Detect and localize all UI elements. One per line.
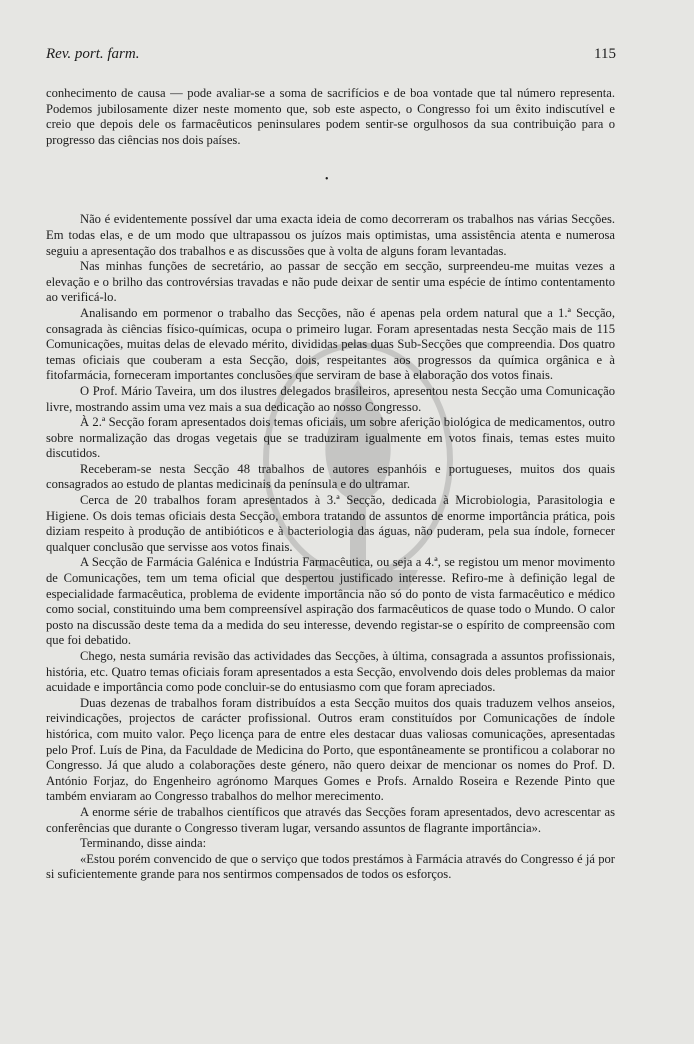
paragraph-quote: «Estou porém convencido de que o serviço que todos prestámos à Farmácia através do Congresso é já por si suficientemente grande para nos sentirmos compensados de todos os esforços.	[46, 851, 615, 882]
paragraph: Cerca de 20 trabalhos foram apresentados à 3.ª Secção, dedicada à Microbiologia, Parasitologia e Higiene. Os dois temas oficiais desta Secção, embora tratando de assuntos de enorme importância prática, pois diziam respeito à produção de antibióticos e à bacteriologia das águas, não puderam, pela sua índole, fornecer qualquer conclusão que servisse aos votos finais.	[46, 493, 615, 554]
paragraph: À 2.ª Secção foram apresentados dois temas oficiais, um sobre aferição biológica de medicamentos, outro sobre normalização das drogas vegetais que se traduziram igualmente em votos finais, temas estes muito discutidos.	[46, 415, 615, 461]
separator-dot: •	[325, 174, 329, 186]
paragraph: Nas minhas funções de secretário, ao passar de secção em secção, surpreendeu-me muitas vezes a elevação e o brilho das controvérsias travadas e não pude deixar de sentir uma espécie de íntimo contentamento ao verificá-lo.	[46, 259, 615, 305]
article-body	[46, 86, 615, 883]
paragraph: O Prof. Mário Taveira, um dos ilustres delegados brasileiros, apresentou nesta Secção uma Comunicação livre, mostrando assim uma vez mais a sua dedicação ao nosso Congresso.	[46, 383, 615, 414]
paragraph: A enorme série de trabalhos científicos que através das Secções foram apresentados, devo acrescentar as conferências que durante o Congresso tiveram lugar, versando assuntos de flagrante importância».	[46, 804, 615, 835]
paragraph: Terminando, disse ainda:	[80, 836, 207, 851]
paragraph: Analisando em pormenor o trabalho das Secções, não é apenas pela ordem natural que a 1.ª Secção, consagrada às ciências físico-químicas, ocupa o primeiro lugar. Foram apresentadas nesta Secção mais de 115 Comunicações, muitas delas de elevado mérito, divididas pelas duas Sub-Secções que compreendia. Dos quatro temas oficiais que couberam a esta Secção, dois, respeitantes aos progressos da química orgânica e à fitofarmácia, forneceram importantes conclusões que serviram de base à elaboração dos votos finais.	[46, 305, 615, 383]
paragraph: Não é evidentemente possível dar uma exacta ideia de como decorreram os trabalhos nas várias Secções. Em todas elas, e de um modo que ultrapassou os juízos mais optimistas, uma assistência atenta e numerosa seguiu a apresentação dos trabalhos e as discussões que à volta de alguns foram levantadas.	[46, 212, 615, 258]
running-header-journal: Rev. port. farm.	[46, 46, 140, 62]
paragraph-continuation: conhecimento de causa — pode avaliar-se a soma de sacrifícios e de boa vontade que tal número representa. Podemos jubilosamente dizer neste momento que, sob este aspecto, o Congresso foi um êxito indiscutível e creio que depois dele os farmacêuticos peninsulares podem sentir-se orgulhosos da sua contribuição para o progresso das ciências nos dois países.	[46, 86, 615, 147]
section-separator	[46, 148, 615, 212]
paragraph: A Secção de Farmácia Galénica e Indústria Farmacêutica, ou seja a 4.ª, se registou um menor movimento de Comunicações, tem um tema oficial que despertou justificado interesse. Refiro-me à definição legal de especialidade farmacêutica, problema de evidente importância não só do ponto de vista farmacêutico e médico como social, constituindo uma bem compreensível aspiração dos farmacêuticos de quase todo o Mundo. O calor posto na discussão deste tema da a medida do seu interesse, devendo registar-se o espírito de compreensão com que foi debatido.	[46, 555, 615, 648]
page-number: 115	[594, 46, 616, 62]
paragraph: Chego, nesta sumária revisão das actividades das Secções, à última, consagrada a assuntos profissionais, história, etc. Quatro temas oficiais foram apresentados a esta Secção, envolvendo dois deles problemas da maior acuidade e importância como pode concluir-se do entusiasmo com que foram apreciados.	[46, 649, 615, 695]
paragraph: Receberam-se nesta Secção 48 trabalhos de autores espanhóis e portugueses, muitos dos quais consagrados ao estudo de plantas medicinais da península e do ultramar.	[46, 461, 615, 492]
paragraph: Duas dezenas de trabalhos foram distribuídos a esta Secção muitos dos quais traduzem velhos anseios, reivindicações, projectos de carácter profissional. Outros eram constituídos por Comunicações de índole histórica, com muito valor. Peço licença para de entre eles destacar duas valiosas comunicações, apresentadas pelo Prof. Luís de Pina, da Faculdade de Medicina do Porto, que espontâneamente se prontificou a colaborar no Congresso. Já que aludo a colaborações deste género, não quero deixar de mencionar os nomes do Prof. D. António Forjaz, do Engenheiro agrónomo Marques Gomes e Profs. Arnaldo Roseira e Rezende Pinto que também enviaram ao Congresso trabalhos do melhor merecimento.	[46, 695, 615, 804]
